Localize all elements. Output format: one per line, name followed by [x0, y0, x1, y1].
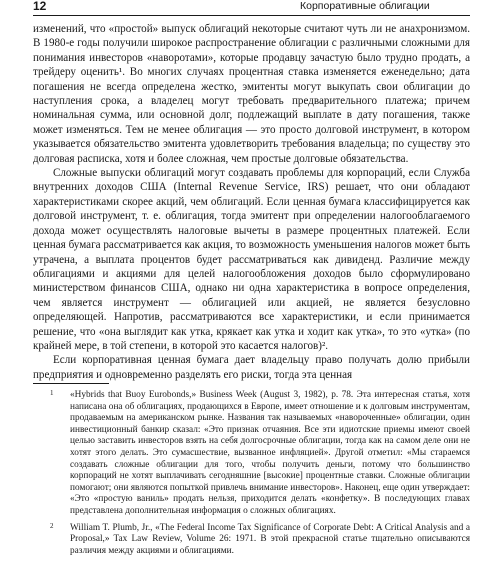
- footnote-text: «Hybrids that Buoy Eurobonds,» Business Week (August 3, 1982), p. 78. Эта интересная статья, хотя написана она об облигациях, продающихся в Европе, имеет отношение и к долговым инструментам, продаваемым на американском рынке. Названия так называемых «навороченные» облигации, один инвестиционный банкир сказал: «Это признак отчаяния. Все эти идиотские приемы имеют своей целью заставить инвесторов взять на себя долгосрочные облигации, тогда как на самом деле они не хотят этого делать. Это сумасшествие, вызванное инфляцией». Другой отметил: «Мы стараемся создавать сложные облигации для того, чтобы получить деньги, потому что большинство корпораций не хотят выплачивать сегодняшние [высокие] процентные ставки. Сложные облигации помогают; они являются попыткой привлечь внимание инвесторов». Наконец, еще один утверждает: «Это «простую ваниль» продать нельзя, приходится делать «конфетку». В последующих главах представлена дополнительная информация о сложных облигациях.: [70, 390, 470, 516]
- footnote: [50, 390, 470, 518]
- footnote-text: William T. Plumb, Jr., «The Federal Income Tax Significance of Corporate Debt: A Critical Analysis and a Proposal,» Tax Law Review, Volume 26: 1971. В этой прекрасной статье тщательно описываются различия между акциями и облигациями.: [70, 522, 470, 556]
- footnote: [50, 523, 470, 558]
- paragraph: изменений, что «простой» выпуск облигаций некоторые считают чуть ли не анахронизмом. В 1980-е годы получили широкое распространение облигации с различными сложными для понимания инвесторов «наворотами», которые продавцу зачастую было трудно продать, а трейдеру оценить¹. Во многих случаях процентная ставка изменяется еженедельно; дата погашения не всегда определена жестко, эмитенты могут выкупать свои облигации до наступления срока, а владелец могут требовать предварительного платежа; причем номинальная сумма, или основной долг, подлежащий выплате в дату погашения, также может изменяться. Тем не менее облигация — это просто долговой инструмент, в котором указывается обязательство эмитента удовлетворить требования владельца; по существу это долговая расписка, хотя и более сложная, чем простые долговые обязательства.: [33, 23, 470, 165]
- header-rule: [33, 15, 470, 16]
- main-text: [33, 22, 470, 382]
- page-header: [0, 0, 500, 13]
- footnotes: [50, 390, 470, 562]
- paragraph: Если корпоративная ценная бумага дает владельцу право получать долю прибыли предприятия и одновременно разделять его риски, тогда эта ценная: [33, 354, 470, 381]
- footnote-separator: [33, 383, 109, 384]
- footnote-number: 1: [50, 389, 54, 397]
- footnote-number: 2: [50, 521, 54, 530]
- running-title: Корпоративные облигации: [300, 0, 430, 12]
- paragraph: Сложные выпуски облигаций могут создавать проблемы для корпораций, если Служба внутренних доходов США (Internal Revenue Service, IRS) решает, что они обладают характеристиками скорее акций, чем облигаций. Если ценная бумага классифицируется как долговой инструмент, т. е. облигация, тогда эмитент при определении налогооблагаемого дохода может осуществлять налоговые вычеты в размере процентных платежей. Если ценная бумага рассматривается как акция, то возможность уменьшения налогов может быть утрачена, а выплата процентов будет рассматриваться как дивиденд. Различие между облигациями и акциями для целей налогообложения доходов было сформулировано министерством финансов США, однако ни одна характеристика в вопросе определения, чем является инструмент — облигацией или акцией, не является безусловно определяющей. Напротив, рассматриваются все характеристики, и если принимается решение, что «она выглядит как утка, крякает как утка и ходит как утка», то это «утка» (по крайней мере, в той степени, в которой это касается налогов)².: [33, 167, 470, 352]
- page-number: 12: [33, 0, 47, 13]
